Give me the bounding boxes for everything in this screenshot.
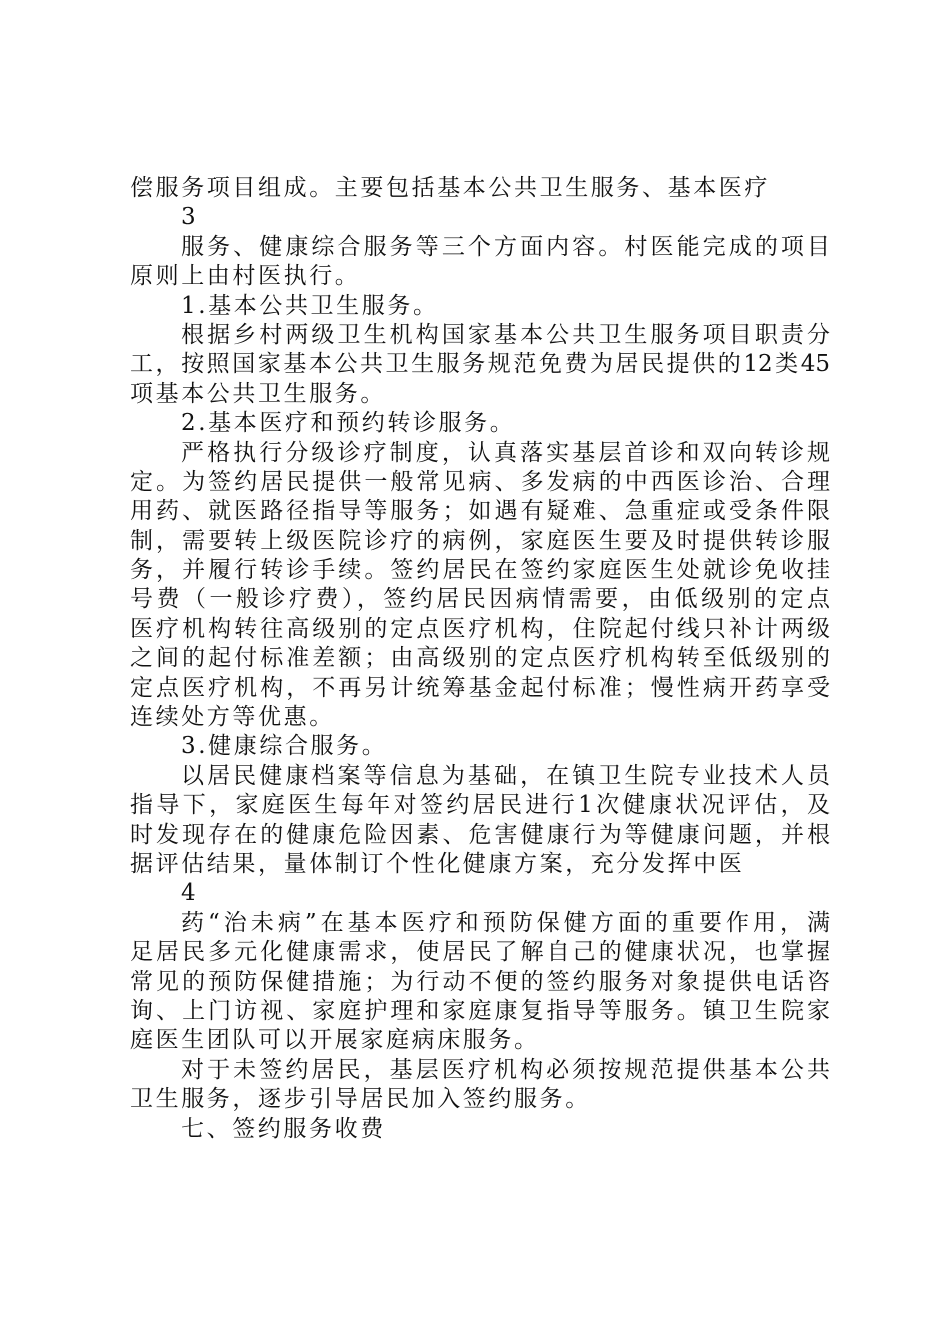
page-number: 4	[181, 880, 196, 907]
text-line: 时发现存在的健康危险因素、危害健康行为等健康问题，并根	[130, 821, 830, 848]
text-line: 之间的起付标准差额；由高级别的定点医疗机构转至低级别的	[130, 645, 830, 672]
text-line: 以居民健康档案等信息为基础，在镇卫生院专业技术人员	[181, 762, 830, 789]
text-line: 严格执行分级诊疗制度，认真落实基层首诊和双向转诊规	[181, 439, 830, 466]
text-line: 足居民多元化健康需求，使居民了解自己的健康状况，也掌握	[130, 939, 830, 966]
text-line: 根据乡村两级卫生机构国家基本公共卫生服务项目职责分	[181, 321, 830, 348]
text-line: 务，并履行转诊手续。签约居民在签约家庭医生处就诊免收挂	[130, 557, 830, 584]
text-line: 医疗机构转往高级别的定点医疗机构，住院起付线只补计两级	[130, 615, 830, 642]
text-line: 服务、健康综合服务等三个方面内容。村医能完成的项目	[181, 233, 830, 260]
text-line: 常见的预防保健措施；为行动不便的签约服务对象提供电话咨	[130, 968, 830, 995]
text-line: 指导下，家庭医生每年对签约居民进行1次健康状况评估，及	[130, 792, 830, 819]
text-line: 据评估结果，量体制订个性化健康方案，充分发挥中医	[130, 850, 745, 877]
text-line: 偿服务项目组成。主要包括基本公共卫生服务、基本医疗	[130, 175, 770, 201]
text-line: 工，按照国家基本公共卫生服务规范免费为居民提供的12类45	[130, 351, 830, 378]
text-line: 连续处方等优惠。	[130, 704, 335, 731]
text-line: 制，需要转上级医院诊疗的病例，家庭医生要及时提供转诊服	[130, 527, 830, 554]
text-line: 项基本公共卫生服务。	[130, 380, 386, 407]
text-line: 用药、就医路径指导等服务；如遇有疑难、急重症或受条件限	[130, 498, 830, 525]
page-number: 3	[181, 204, 196, 231]
section-heading: 1.基本公共卫生服务。	[181, 292, 439, 319]
text-line: 庭医生团队可以开展家庭病床服务。	[130, 1027, 540, 1054]
section-heading: 七、签约服务收费	[181, 1115, 386, 1142]
text-line: 药“治未病”在基本医疗和预防保健方面的重要作用，满	[181, 909, 830, 936]
section-heading: 2.基本医疗和预约转诊服务。	[181, 410, 516, 437]
section-heading: 3.健康综合服务。	[181, 733, 388, 760]
text-line: 对于未签约居民，基层医疗机构必须按规范提供基本公共	[181, 1056, 830, 1083]
text-line: 定点医疗机构，不再另计统筹基金起付标准；慢性病开药享受	[130, 674, 830, 701]
document-body	[130, 174, 830, 1144]
text-line: 询、上门访视、家庭护理和家庭康复指导等服务。镇卫生院家	[130, 997, 830, 1024]
text-line: 号费（一般诊疗费），签约居民因病情需要，由低级别的定点	[130, 586, 830, 613]
text-line: 卫生服务，逐步引导居民加入签约服务。	[130, 1086, 591, 1113]
text-line: 定。为签约居民提供一般常见病、多发病的中西医诊治、合理	[130, 468, 830, 495]
text-line: 原则上由村医执行。	[130, 263, 361, 290]
